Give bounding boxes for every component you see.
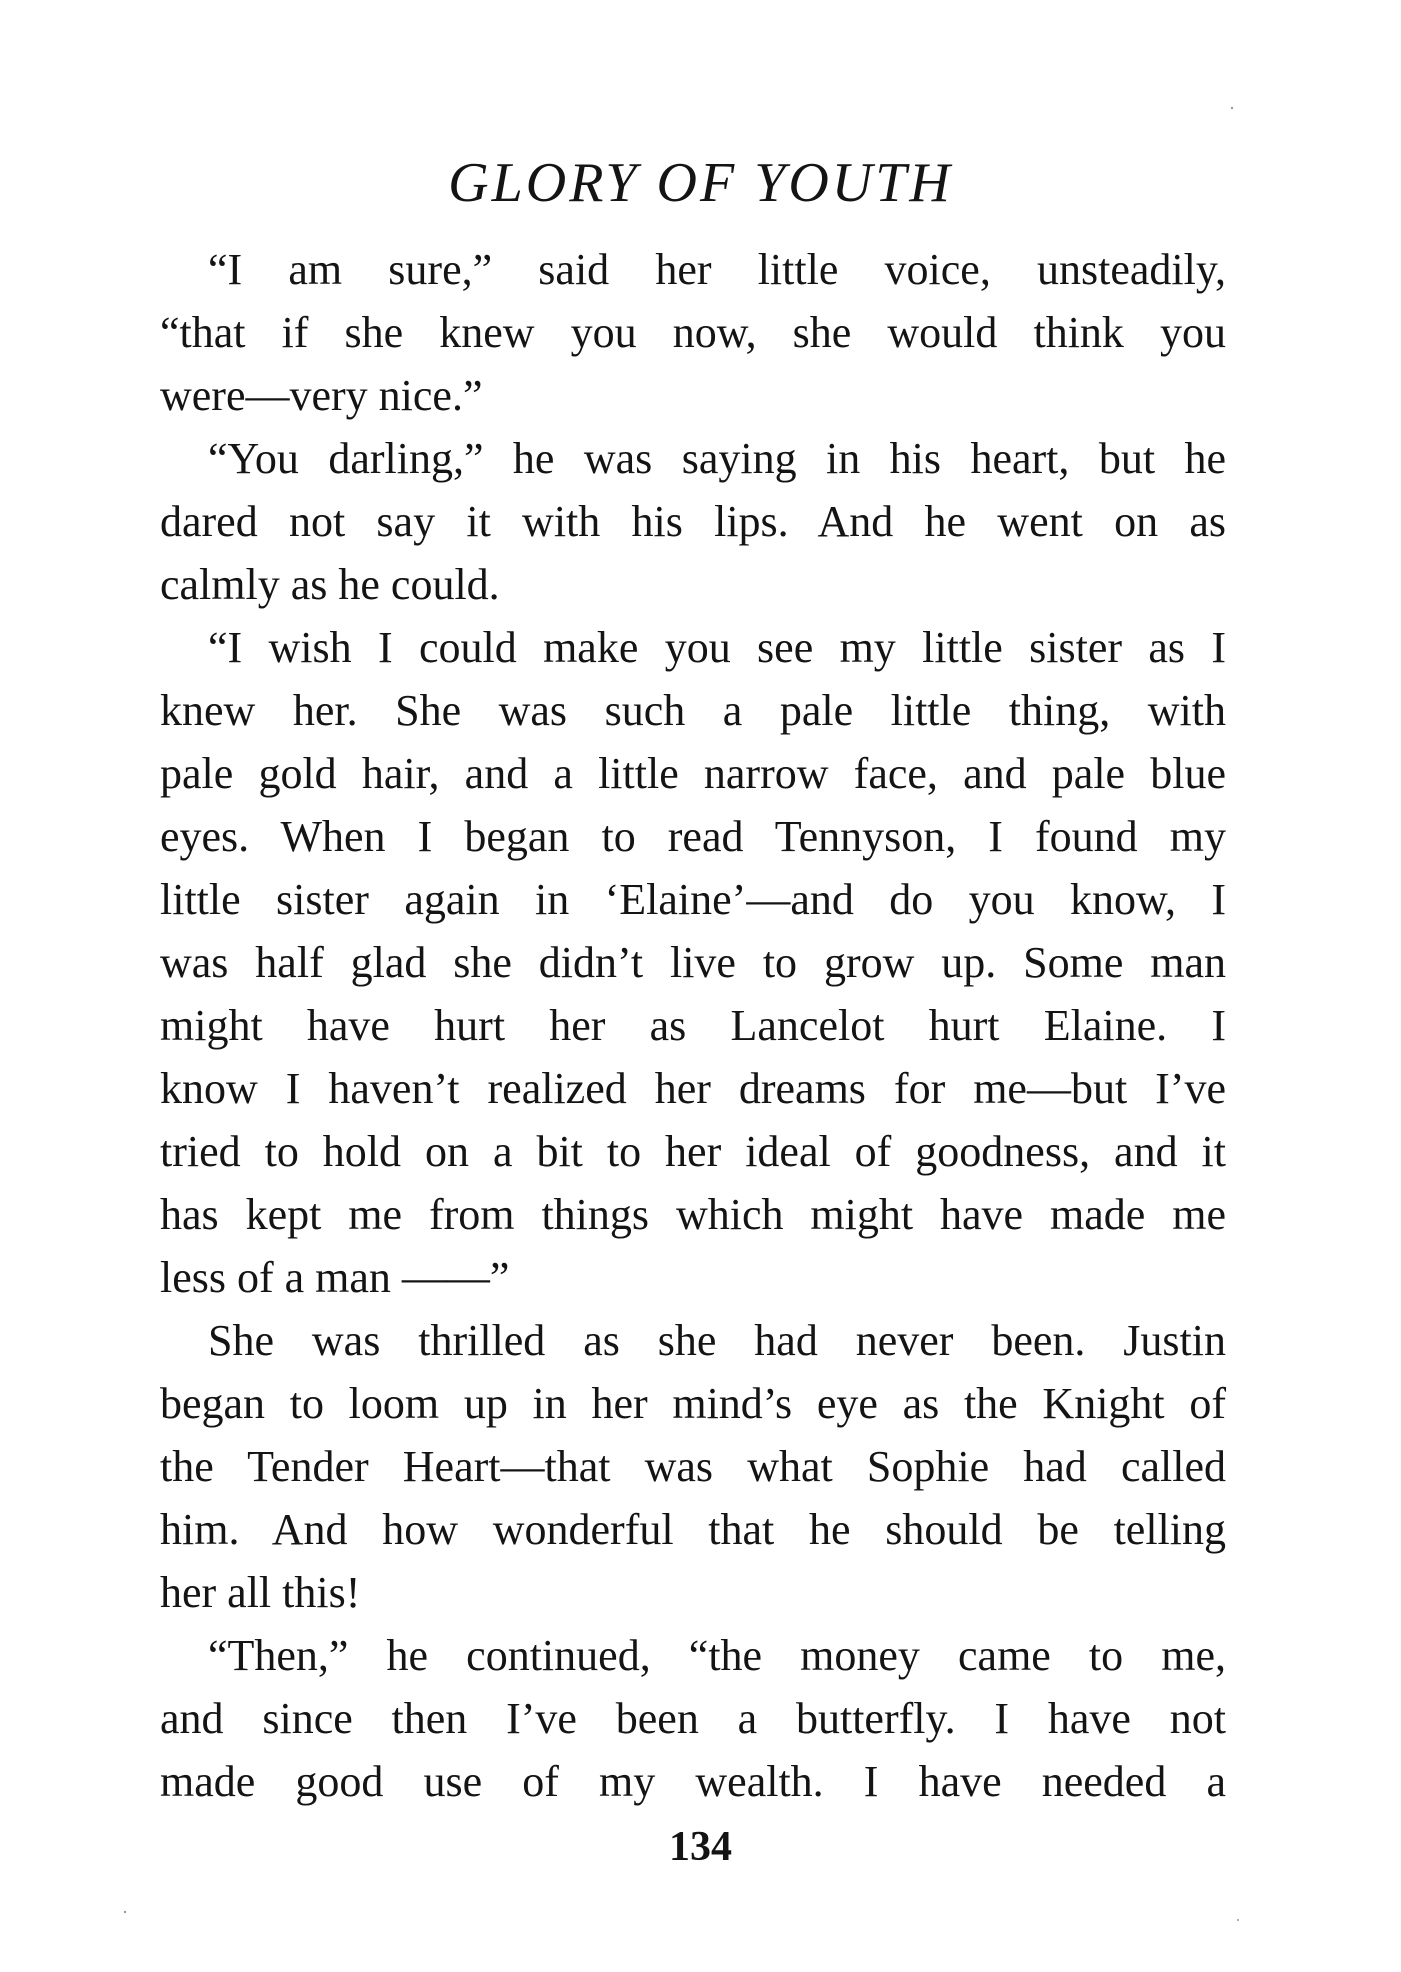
- paragraph: [160, 1624, 1226, 1813]
- text-line: dared not say it with his lips. And he went on as: [160, 497, 1226, 546]
- text-line: was half glad she didn’t live to grow up. Some man: [160, 938, 1226, 987]
- text-line: tried to hold on a bit to her ideal of goodness, and it: [160, 1127, 1226, 1176]
- paragraph: [160, 1309, 1226, 1624]
- speck: [1231, 107, 1233, 109]
- text-line: knew her. She was such a pale little thing, with: [160, 686, 1226, 735]
- text-line: were—very nice.”: [160, 371, 483, 420]
- text-line: has kept me from things which might have made me: [160, 1190, 1226, 1239]
- text-line: might have hurt her as Lancelot hurt Elaine. I: [160, 1001, 1226, 1050]
- text-line: “You darling,” he was saying in his heart, but he: [208, 434, 1226, 483]
- text-line: little sister again in ‘Elaine’—and do you know, I: [160, 875, 1226, 924]
- text-line: “I am sure,” said her little voice, unsteadily,: [208, 245, 1226, 294]
- text-line: and since then I’ve been a butterfly. I have not: [160, 1694, 1226, 1743]
- running-head: GLORY OF YOUTH: [448, 152, 953, 214]
- text-line: began to loom up in her mind’s eye as the Knight of: [160, 1379, 1226, 1428]
- paragraph: [160, 427, 1226, 616]
- speck: [1237, 1919, 1239, 1921]
- text-line: “that if she knew you now, she would think you: [160, 308, 1226, 357]
- text-line: the Tender Heart—that was what Sophie had called: [160, 1442, 1226, 1491]
- text-line: She was thrilled as she had never been. Justin: [208, 1316, 1226, 1365]
- text-line: him. And how wonderful that he should be telling: [160, 1505, 1226, 1554]
- paragraph: [160, 238, 1226, 427]
- text-line: calmly as he could.: [160, 560, 500, 609]
- text-line: pale gold hair, and a little narrow face, and pale blue: [160, 749, 1226, 798]
- page-number: 134: [669, 1824, 732, 1870]
- text-line: know I haven’t realized her dreams for me—but I’ve: [160, 1064, 1226, 1113]
- text-line: eyes. When I began to read Tennyson, I found my: [160, 812, 1226, 861]
- text-line: made good use of my wealth. I have needed a: [160, 1757, 1226, 1806]
- paragraph: [160, 616, 1226, 1309]
- text-line: “I wish I could make you see my little sister as I: [208, 623, 1226, 672]
- text-line: her all this!: [160, 1568, 361, 1617]
- text-line: “Then,” he continued, “the money came to me,: [208, 1631, 1226, 1680]
- body-text: [160, 238, 1226, 1813]
- text-line: less of a man ——”: [160, 1253, 510, 1302]
- speck: [124, 1911, 126, 1913]
